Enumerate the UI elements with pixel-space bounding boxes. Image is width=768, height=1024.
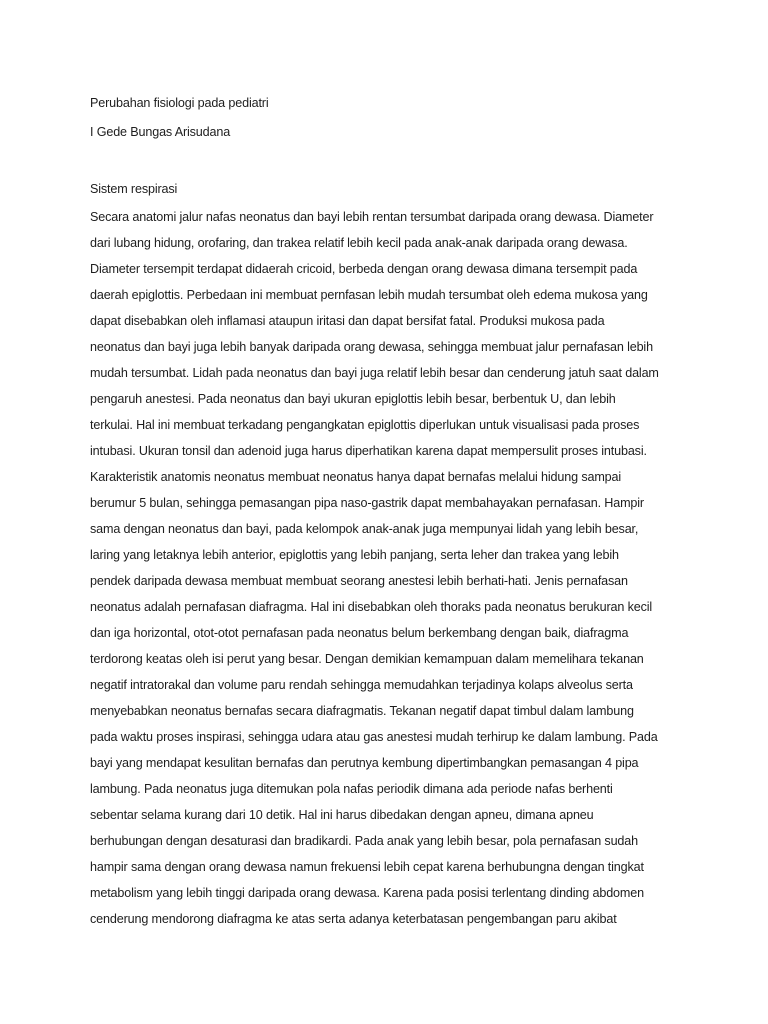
body-line: pendek daripada dewasa membuat membuat seorang anestesi lebih berhati-hati. Jenis pernafasan bbox=[90, 574, 628, 588]
body-line: metabolism yang lebih tinggi daripada orang dewasa. Karena pada posisi terlentang dinding abdomen bbox=[90, 886, 644, 900]
body-line: menyebabkan neonatus bernafas secara diafragmatis. Tekanan negatif dapat timbul dalam lambung bbox=[90, 704, 634, 718]
body-line: cenderung mendorong diafragma ke atas serta adanya keterbatasan pengembangan paru akibat bbox=[90, 912, 617, 926]
body-line: pengaruh anestesi. Pada neonatus dan bayi ukuran epiglottis lebih besar, berbentuk U, dan lebih bbox=[90, 392, 616, 406]
body-line: Diameter tersempit terdapat didaerah cricoid, berbeda dengan orang dewasa dimana tersempit pada bbox=[90, 262, 638, 276]
section-heading: Sistem respirasi bbox=[90, 182, 178, 196]
body-line: lambung. Pada neonatus juga ditemukan pola nafas periodik dimana ada periode nafas berhenti bbox=[90, 782, 613, 796]
body-line: negatif intratorakal dan volume paru rendah sehingga memudahkan terjadinya kolaps alveolus serta bbox=[90, 678, 633, 692]
body-line: intubasi. Ukuran tonsil dan adenoid juga harus diperhatikan karena dapat mempersulit proses intubasi. bbox=[90, 444, 647, 458]
body-line: sebentar selama kurang dari 10 detik. Hal ini harus dibedakan dengan apneu, dimana apneu bbox=[90, 808, 594, 822]
body-line: bayi yang mendapat kesulitan bernafas dan perutnya kembung dipertimbangkan pemasangan 4 pipa bbox=[90, 756, 639, 770]
body-line: pada waktu proses inspirasi, sehingga udara atau gas anestesi mudah terhirup ke dalam lambung. Pada bbox=[90, 730, 658, 744]
body-line: berumur 5 bulan, sehingga pemasangan pipa naso-gastrik dapat membahayakan pernafasan. Hampir bbox=[90, 496, 644, 510]
body-line: neonatus adalah pernafasan diafragma. Hal ini disebabkan oleh thoraks pada neonatus berukuran kecil bbox=[90, 600, 653, 614]
body-line: laring yang letaknya lebih anterior, epiglottis yang lebih panjang, serta leher dan trakea yang lebih bbox=[90, 548, 619, 562]
body-line: berhubungan dengan desaturasi dan bradikardi. Pada anak yang lebih besar, pola pernafasan sudah bbox=[90, 834, 638, 848]
body-line: terkulai. Hal ini membuat terkadang pengangkatan epiglottis diperlukan untuk visualisasi pada proses bbox=[90, 418, 640, 432]
body-line: dan iga horizontal, otot-otot pernafasan pada neonatus belum berkembang dengan baik, diafragma bbox=[90, 626, 629, 640]
body-line: Karakteristik anatomis neonatus membuat neonatus hanya dapat bernafas melalui hidung sampai bbox=[90, 470, 622, 484]
body-line: mudah tersumbat. Lidah pada neonatus dan bayi juga relatif lebih besar dan cenderung jatuh saat dalam bbox=[90, 366, 659, 380]
body-line: dari lubang hidung, orofaring, dan trakea relatif lebih kecil pada anak-anak daripada orang dewasa. bbox=[90, 236, 628, 250]
body-line: terdorong keatas oleh isi perut yang besar. Dengan demikian kemampuan dalam memelihara tekanan bbox=[90, 652, 644, 666]
document-title: Perubahan fisiologi pada pediatri bbox=[90, 96, 269, 110]
body-line: hampir sama dengan orang dewasa namun frekuensi lebih cepat karena berhubungna dengan tingkat bbox=[90, 860, 644, 874]
document-author: I Gede Bungas Arisudana bbox=[90, 125, 231, 139]
body-line: dapat disebabkan oleh inflamasi ataupun iritasi dan dapat bersifat fatal. Produksi mukosa pada bbox=[90, 314, 605, 328]
body-line: neonatus dan bayi juga lebih banyak daripada orang dewasa, sehingga membuat jalur pernafasan lebih bbox=[90, 340, 653, 354]
body-line: daerah epiglottis. Perbedaan ini membuat pernfasan lebih mudah tersumbat oleh edema mukosa yang bbox=[90, 288, 648, 302]
body-line: sama dengan neonatus dan bayi, pada kelompok anak-anak juga mempunyai lidah yang lebih besar, bbox=[90, 522, 639, 536]
body-line: Secara anatomi jalur nafas neonatus dan bayi lebih rentan tersumbat daripada orang dewasa. Diameter bbox=[90, 210, 654, 224]
